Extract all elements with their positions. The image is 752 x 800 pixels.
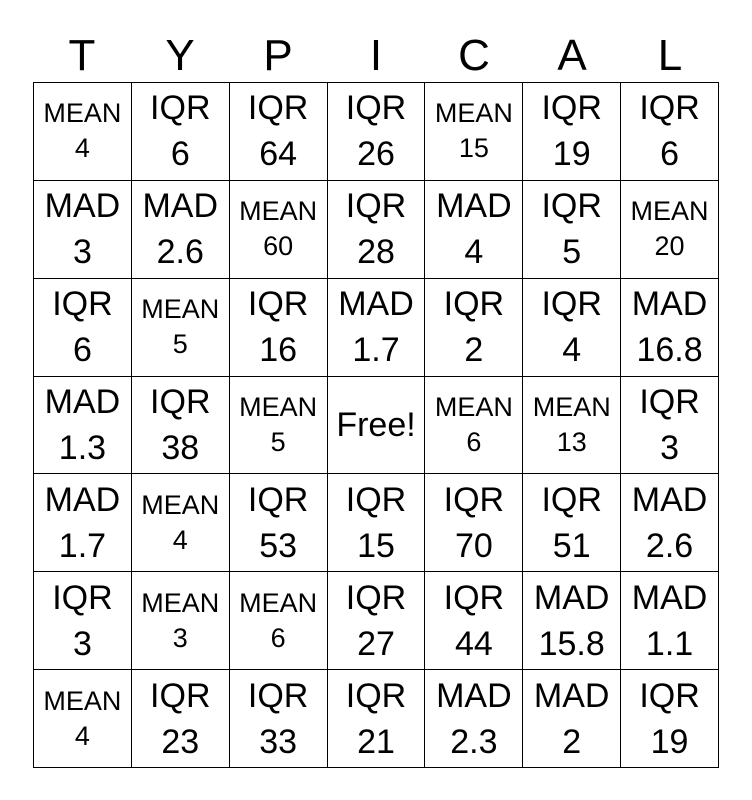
bingo-cell[interactable] (621, 83, 719, 181)
cell-value: 51 (552, 526, 591, 565)
cell-label: MAD (533, 578, 610, 617)
cell-label: MEAN (239, 587, 318, 618)
bingo-cell[interactable] (230, 474, 328, 572)
bingo-board (33, 82, 719, 768)
cell-label: MAD (631, 578, 708, 617)
cell-value: 13 (556, 426, 587, 457)
bingo-cell[interactable] (34, 670, 132, 768)
header-letter: P (263, 31, 293, 80)
cell-label: IQR (443, 578, 505, 617)
cell-label: MAD (44, 480, 121, 519)
cell-value: 19 (552, 135, 591, 174)
cell-value: 28 (357, 233, 395, 272)
bingo-cell[interactable] (523, 377, 621, 475)
cell-value: 5 (270, 426, 286, 457)
cell-value: 4 (562, 331, 582, 370)
cell-label: IQR (52, 578, 113, 617)
bingo-cell[interactable] (328, 83, 426, 181)
bingo-cell[interactable] (34, 474, 132, 572)
bingo-cell[interactable] (132, 83, 230, 181)
cell-label: MEAN (532, 391, 611, 422)
cell-value: 2 (562, 722, 582, 761)
cell-label: MEAN (43, 98, 122, 129)
cell-label: IQR (345, 578, 407, 617)
bingo-cell[interactable] (132, 181, 230, 279)
cell-label: IQR (345, 187, 407, 226)
bingo-cell[interactable] (425, 670, 523, 768)
cell-label: MAD (436, 187, 512, 226)
bingo-cell[interactable] (328, 181, 426, 279)
bingo-cell[interactable] (34, 377, 132, 475)
cell-value: 44 (454, 624, 493, 663)
header-letter: Y (165, 31, 195, 80)
cell-value: 1.7 (352, 331, 400, 370)
cell-value: 19 (650, 722, 689, 761)
bingo-cell[interactable] (621, 572, 719, 670)
bingo-cell[interactable] (132, 474, 230, 572)
cell-label: MEAN (434, 391, 513, 422)
bingo-header (33, 30, 719, 82)
cell-label: IQR (541, 89, 602, 128)
cell-value: 6 (72, 331, 92, 370)
bingo-cell[interactable] (621, 670, 719, 768)
bingo-cell[interactable] (425, 279, 523, 377)
cell-label: MAD (142, 187, 219, 226)
cell-value: 6 (660, 135, 680, 174)
cell-label: IQR (247, 480, 309, 519)
cell-value: 64 (259, 135, 298, 174)
cell-value: 70 (454, 526, 493, 565)
cell-value: 5 (172, 329, 188, 360)
cell-label: MEAN (43, 685, 122, 716)
cell-value: 4 (172, 524, 188, 555)
cell-label: IQR (52, 285, 113, 324)
cell-label: MAD (631, 480, 708, 519)
free-space-cell[interactable] (328, 377, 426, 475)
cell-value: 53 (259, 526, 298, 565)
cell-value: 3 (172, 622, 188, 653)
cell-label: IQR (443, 480, 505, 519)
cell-value: 1.1 (645, 624, 694, 663)
bingo-cell[interactable] (328, 670, 426, 768)
bingo-cell[interactable] (621, 279, 719, 377)
bingo-cell[interactable] (523, 279, 621, 377)
bingo-cell[interactable] (523, 474, 621, 572)
bingo-cell[interactable] (230, 83, 328, 181)
cell-label: MEAN (141, 489, 220, 520)
cell-value: 5 (562, 233, 582, 272)
cell-label: IQR (541, 285, 602, 324)
cell-label: IQR (345, 676, 407, 715)
cell-label: MAD (631, 285, 708, 324)
cell-value: 27 (357, 624, 395, 663)
bingo-cell[interactable] (425, 572, 523, 670)
cell-value: 15.8 (538, 624, 605, 663)
cell-value: 26 (357, 135, 395, 174)
cell-value: 15 (458, 133, 489, 164)
bingo-cell[interactable] (621, 377, 719, 475)
bingo-cell[interactable] (523, 181, 621, 279)
cell-value: 16.8 (636, 331, 703, 370)
cell-value: 6 (270, 622, 286, 653)
bingo-cell[interactable] (230, 377, 328, 475)
cell-label: MAD (44, 382, 121, 421)
cell-value: 4 (74, 720, 90, 751)
bingo-cell[interactable] (425, 377, 523, 475)
bingo-cell[interactable] (132, 377, 230, 475)
bingo-cell[interactable] (328, 572, 426, 670)
bingo-cell[interactable] (523, 670, 621, 768)
cell-value: 21 (357, 722, 395, 761)
cell-value: 3 (660, 428, 680, 467)
bingo-cell[interactable] (230, 670, 328, 768)
cell-label: IQR (150, 676, 211, 715)
cell-value: 3 (72, 624, 92, 663)
bingo-cell[interactable] (328, 279, 426, 377)
cell-label: IQR (345, 89, 407, 128)
bingo-cell[interactable] (132, 670, 230, 768)
cell-label: IQR (247, 89, 309, 128)
cell-label: MAD (533, 676, 610, 715)
bingo-cell[interactable] (523, 572, 621, 670)
cell-value: 1.3 (58, 428, 107, 467)
cell-value: 23 (161, 722, 200, 761)
header-letter: C (458, 31, 490, 80)
bingo-cell[interactable] (425, 474, 523, 572)
bingo-cell[interactable] (34, 83, 132, 181)
cell-label: MEAN (239, 196, 318, 227)
cell-label: IQR (150, 89, 211, 128)
bingo-cell[interactable] (621, 181, 719, 279)
header-letter: L (657, 31, 683, 80)
cell-value: 15 (357, 526, 395, 565)
cell-value: 2.6 (156, 233, 204, 272)
cell-label: Free! (336, 405, 416, 444)
cell-value: 2.3 (450, 722, 498, 761)
header-letter: A (557, 31, 587, 80)
cell-label: MEAN (141, 294, 220, 325)
cell-value: 4 (74, 133, 90, 164)
cell-value: 6 (170, 135, 190, 174)
cell-value: 6 (466, 426, 482, 457)
cell-value: 60 (263, 231, 294, 262)
cell-label: IQR (639, 382, 700, 421)
cell-label: IQR (345, 480, 407, 519)
cell-label: MAD (436, 676, 512, 715)
bingo-cell[interactable] (34, 572, 132, 670)
bingo-cell[interactable] (230, 279, 328, 377)
cell-label: MEAN (141, 587, 220, 618)
header-letter: T (68, 31, 96, 80)
bingo-cell[interactable] (425, 181, 523, 279)
cell-value: 2 (464, 331, 484, 370)
bingo-cell[interactable] (230, 572, 328, 670)
bingo-cell[interactable] (328, 474, 426, 572)
bingo-cell[interactable] (132, 279, 230, 377)
bingo-cell[interactable] (132, 572, 230, 670)
cell-label: MEAN (239, 391, 318, 422)
cell-label: IQR (639, 89, 700, 128)
bingo-cell[interactable] (230, 181, 328, 279)
cell-value: 16 (259, 331, 298, 370)
cell-label: IQR (639, 676, 700, 715)
cell-value: 38 (161, 428, 200, 467)
cell-label: MAD (44, 187, 121, 226)
cell-label: IQR (150, 382, 211, 421)
cell-label: IQR (247, 676, 309, 715)
cell-label: IQR (247, 285, 309, 324)
cell-label: IQR (541, 187, 602, 226)
bingo-cell[interactable] (621, 474, 719, 572)
header-letter: I (369, 31, 383, 80)
cell-label: IQR (541, 480, 602, 519)
cell-label: MEAN (434, 98, 513, 129)
cell-label: IQR (443, 285, 505, 324)
cell-value: 20 (654, 231, 685, 262)
bingo-cell[interactable] (34, 181, 132, 279)
cell-value: 3 (72, 233, 92, 272)
bingo-cell[interactable] (425, 83, 523, 181)
cell-value: 4 (464, 233, 484, 272)
cell-label: MEAN (630, 196, 709, 227)
bingo-cell[interactable] (34, 279, 132, 377)
cell-value: 33 (259, 722, 298, 761)
cell-value: 1.7 (58, 526, 107, 565)
cell-label: MAD (338, 285, 414, 324)
bingo-cell[interactable] (523, 83, 621, 181)
cell-value: 2.6 (645, 526, 694, 565)
